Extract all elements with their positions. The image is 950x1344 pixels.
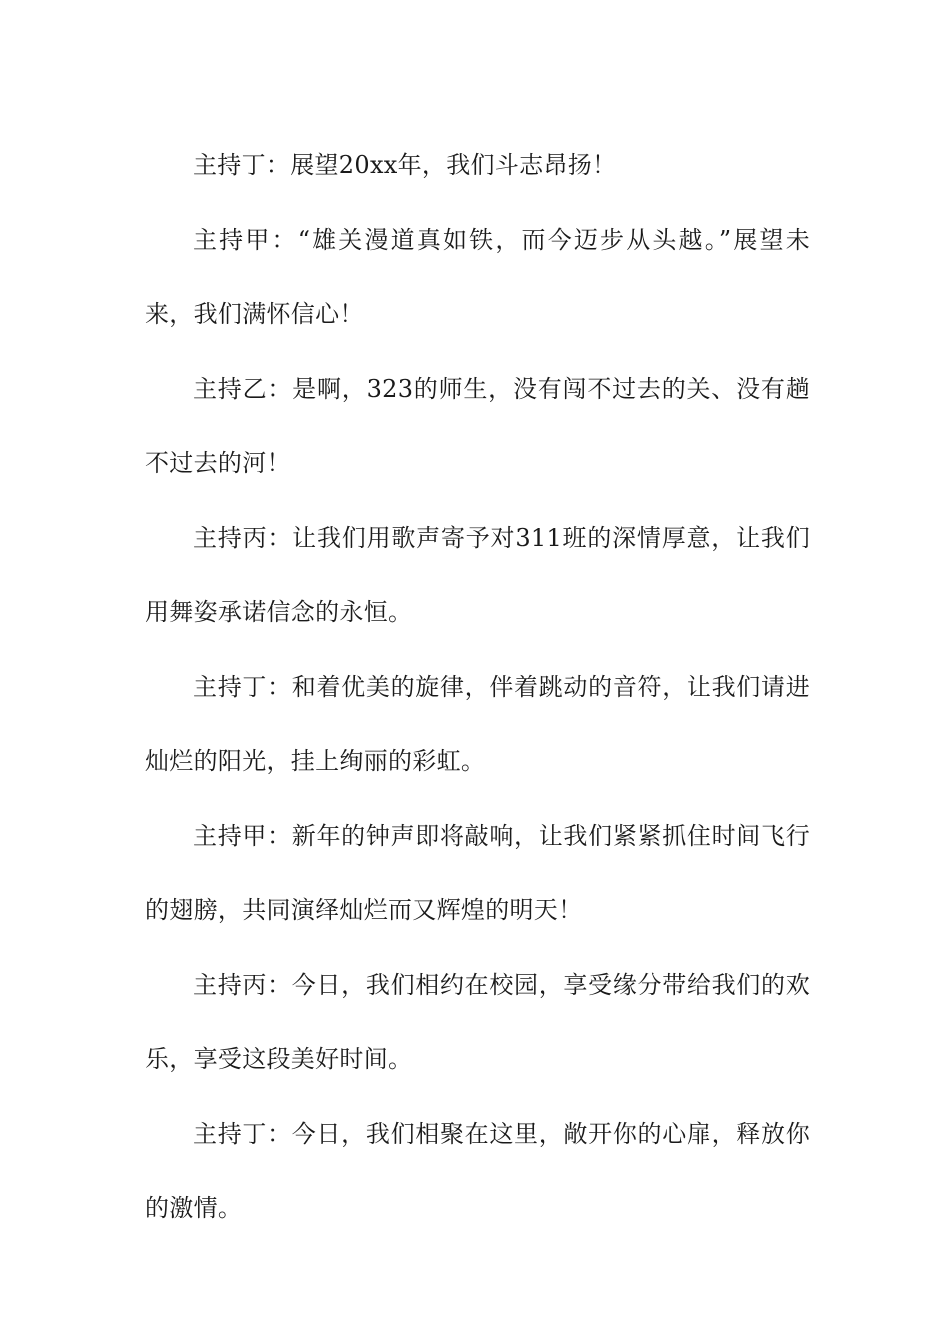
paragraph-6: 主持甲：新年的钟声即将敲响，让我们紧紧抓住时间飞行的翅膀，共同演绎灿烂而又辉煌的明天！ (145, 821, 810, 924)
paragraph-8: 主持丁：今日，我们相聚在这里，敞开你的心扉，释放你的激情。 (145, 1119, 810, 1222)
paragraph-4: 主持丙：让我们用歌声寄予对311班的深情厚意，让我们用舞姿承诺信念的永恒。 (145, 523, 810, 626)
paragraph-7: 主持丙：今日，我们相约在校园，享受缘分带给我们的欢乐，享受这段美好时间。 (145, 970, 810, 1073)
paragraph-1: 主持丁：展望20xx年，我们斗志昂扬！ (193, 151, 617, 179)
paragraph-2: 主持甲：“雄关漫道真如铁，而今迈步从头越。”展望未来，我们满怀信心！ (145, 225, 810, 328)
document-body (145, 128, 810, 1246)
paragraph-3: 主持乙：是啊，323的师生，没有闯不过去的关、没有趟不过去的河！ (145, 374, 810, 477)
paragraph-5: 主持丁：和着优美的旋律，伴着跳动的音符，让我们请进灿烂的阳光，挂上绚丽的彩虹。 (145, 672, 810, 775)
